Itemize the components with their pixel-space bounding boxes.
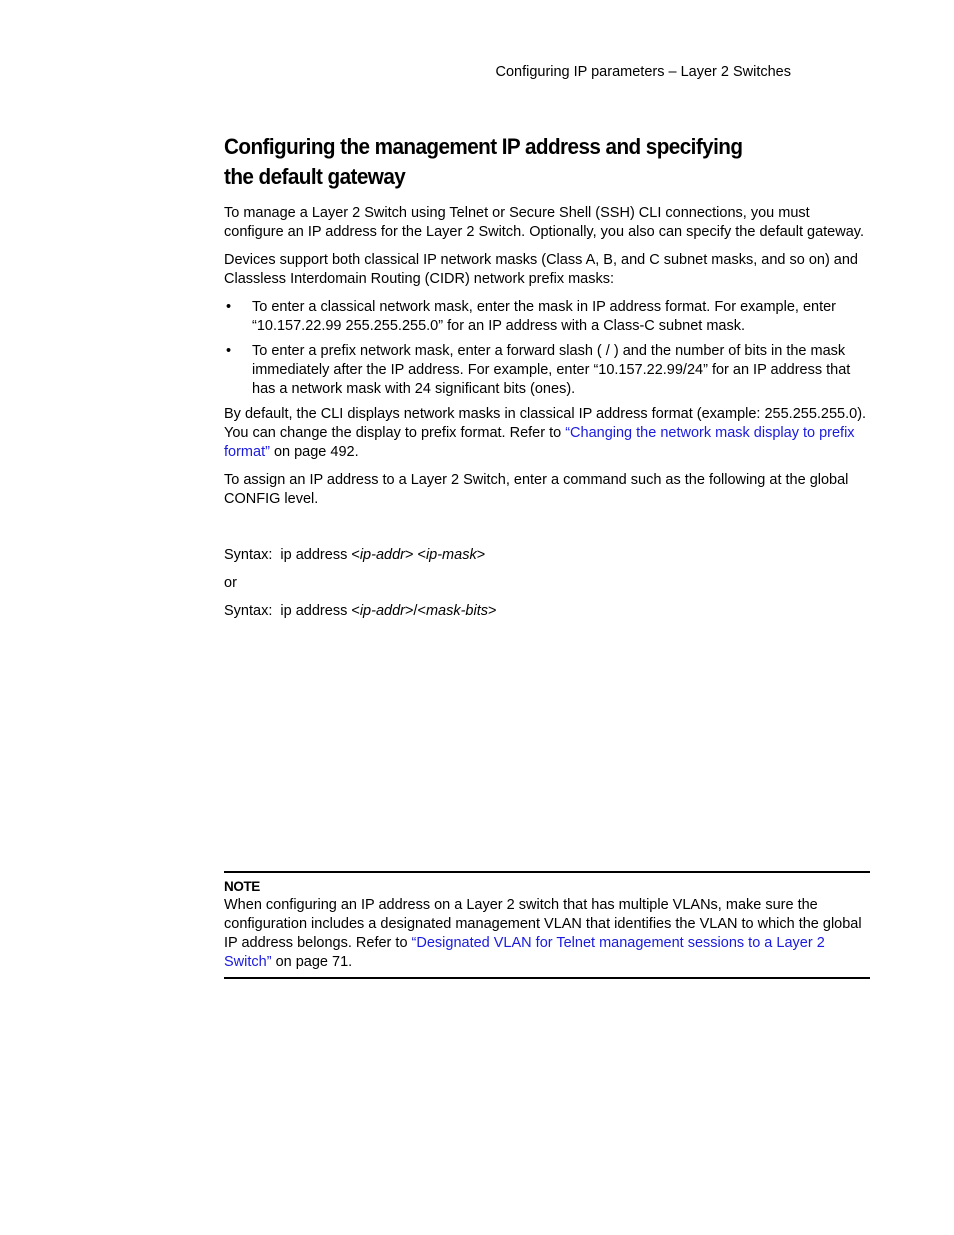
syntax-line-mask — [224, 546, 870, 565]
assign-ip-paragraph: To assign an IP address to a Layer 2 Switch, enter a command such as the following at the global CONFIG level. — [224, 472, 849, 507]
syntax-bracket: > < — [404, 547, 426, 563]
syntax-bracket: > — [487, 603, 497, 619]
running-header: Configuring IP parameters – Layer 2 Switches — [495, 64, 791, 80]
syntax-bracket: > — [476, 547, 486, 563]
note-page-ref: on page 71. — [271, 954, 353, 970]
list-item-text: To enter a prefix network mask, enter a forward slash ( / ) and the number of bits in the mask immediately after the IP address. For example, enter “10.157.22.99/24” for an IP address that has a network mask with 24 significant bits (ones). — [252, 343, 851, 397]
syntax-line-prefix — [224, 602, 870, 621]
default-format-paragraph — [224, 405, 870, 462]
default-format-text: By default, the CLI displays network masks in classical IP address format (example: 255.255.255.0). You can change the display to prefix format. Refer to — [224, 406, 867, 441]
syntax-command: ip address — [280, 547, 348, 563]
note-box — [224, 871, 870, 979]
syntax-param-mask-bits: mask-bits — [425, 603, 488, 619]
syntax-bracket: < — [351, 547, 360, 563]
syntax-param-ip-addr: ip-addr — [359, 603, 405, 619]
note-title: NOTE — [224, 879, 260, 894]
syntax-or: or — [224, 575, 237, 591]
bullet-icon: • — [226, 299, 232, 315]
section-title: Configuring the management IP address and specifying the default gateway — [224, 134, 743, 189]
designated-vlan-link[interactable]: “Designated VLAN for Telnet management sessions to a Layer 2 Switch” — [224, 935, 825, 970]
default-format-page-ref: on page 492. — [269, 444, 359, 460]
syntax-label: Syntax: — [224, 603, 273, 619]
mask-types-list — [224, 298, 870, 399]
syntax-command: ip address — [280, 603, 348, 619]
note-body: When configuring an IP address on a Layer 2 switch that has multiple VLANs, make sure the configuration includes a designated management VLAN that identifies the VLAN to which the global IP address belongs. Refer to — [224, 897, 862, 951]
note-text — [224, 896, 870, 972]
syntax-param-ip-addr: ip-addr — [359, 547, 405, 563]
syntax-bracket: >/< — [404, 603, 426, 619]
list-item — [224, 298, 870, 336]
syntax-label: Syntax: — [224, 547, 273, 563]
list-item-text: To enter a classical network mask, enter the mask in IP address format. For example, enter “10.157.22.99 255.255.255.0” for an IP address with a Class-C subnet mask. — [252, 299, 837, 334]
list-item — [224, 342, 870, 399]
bullet-icon: • — [226, 343, 232, 359]
syntax-block — [224, 546, 870, 621]
syntax-bracket: < — [351, 603, 360, 619]
syntax-param-ip-mask: ip-mask — [425, 547, 477, 563]
changing-mask-display-link[interactable]: “Changing the network mask display to prefix format” — [224, 425, 855, 460]
main-content — [224, 132, 870, 630]
mask-types-paragraph: Devices support both classical IP network masks (Class A, B, and C subnet masks, and so on) and Classless Interdomain Routing (CIDR) network prefix masks: — [224, 252, 858, 287]
intro-paragraph: To manage a Layer 2 Switch using Telnet or Secure Shell (SSH) CLI connections, you must configure an IP address for the Layer 2 Switch. Optionally, you also can specify the default gateway. — [224, 205, 864, 240]
